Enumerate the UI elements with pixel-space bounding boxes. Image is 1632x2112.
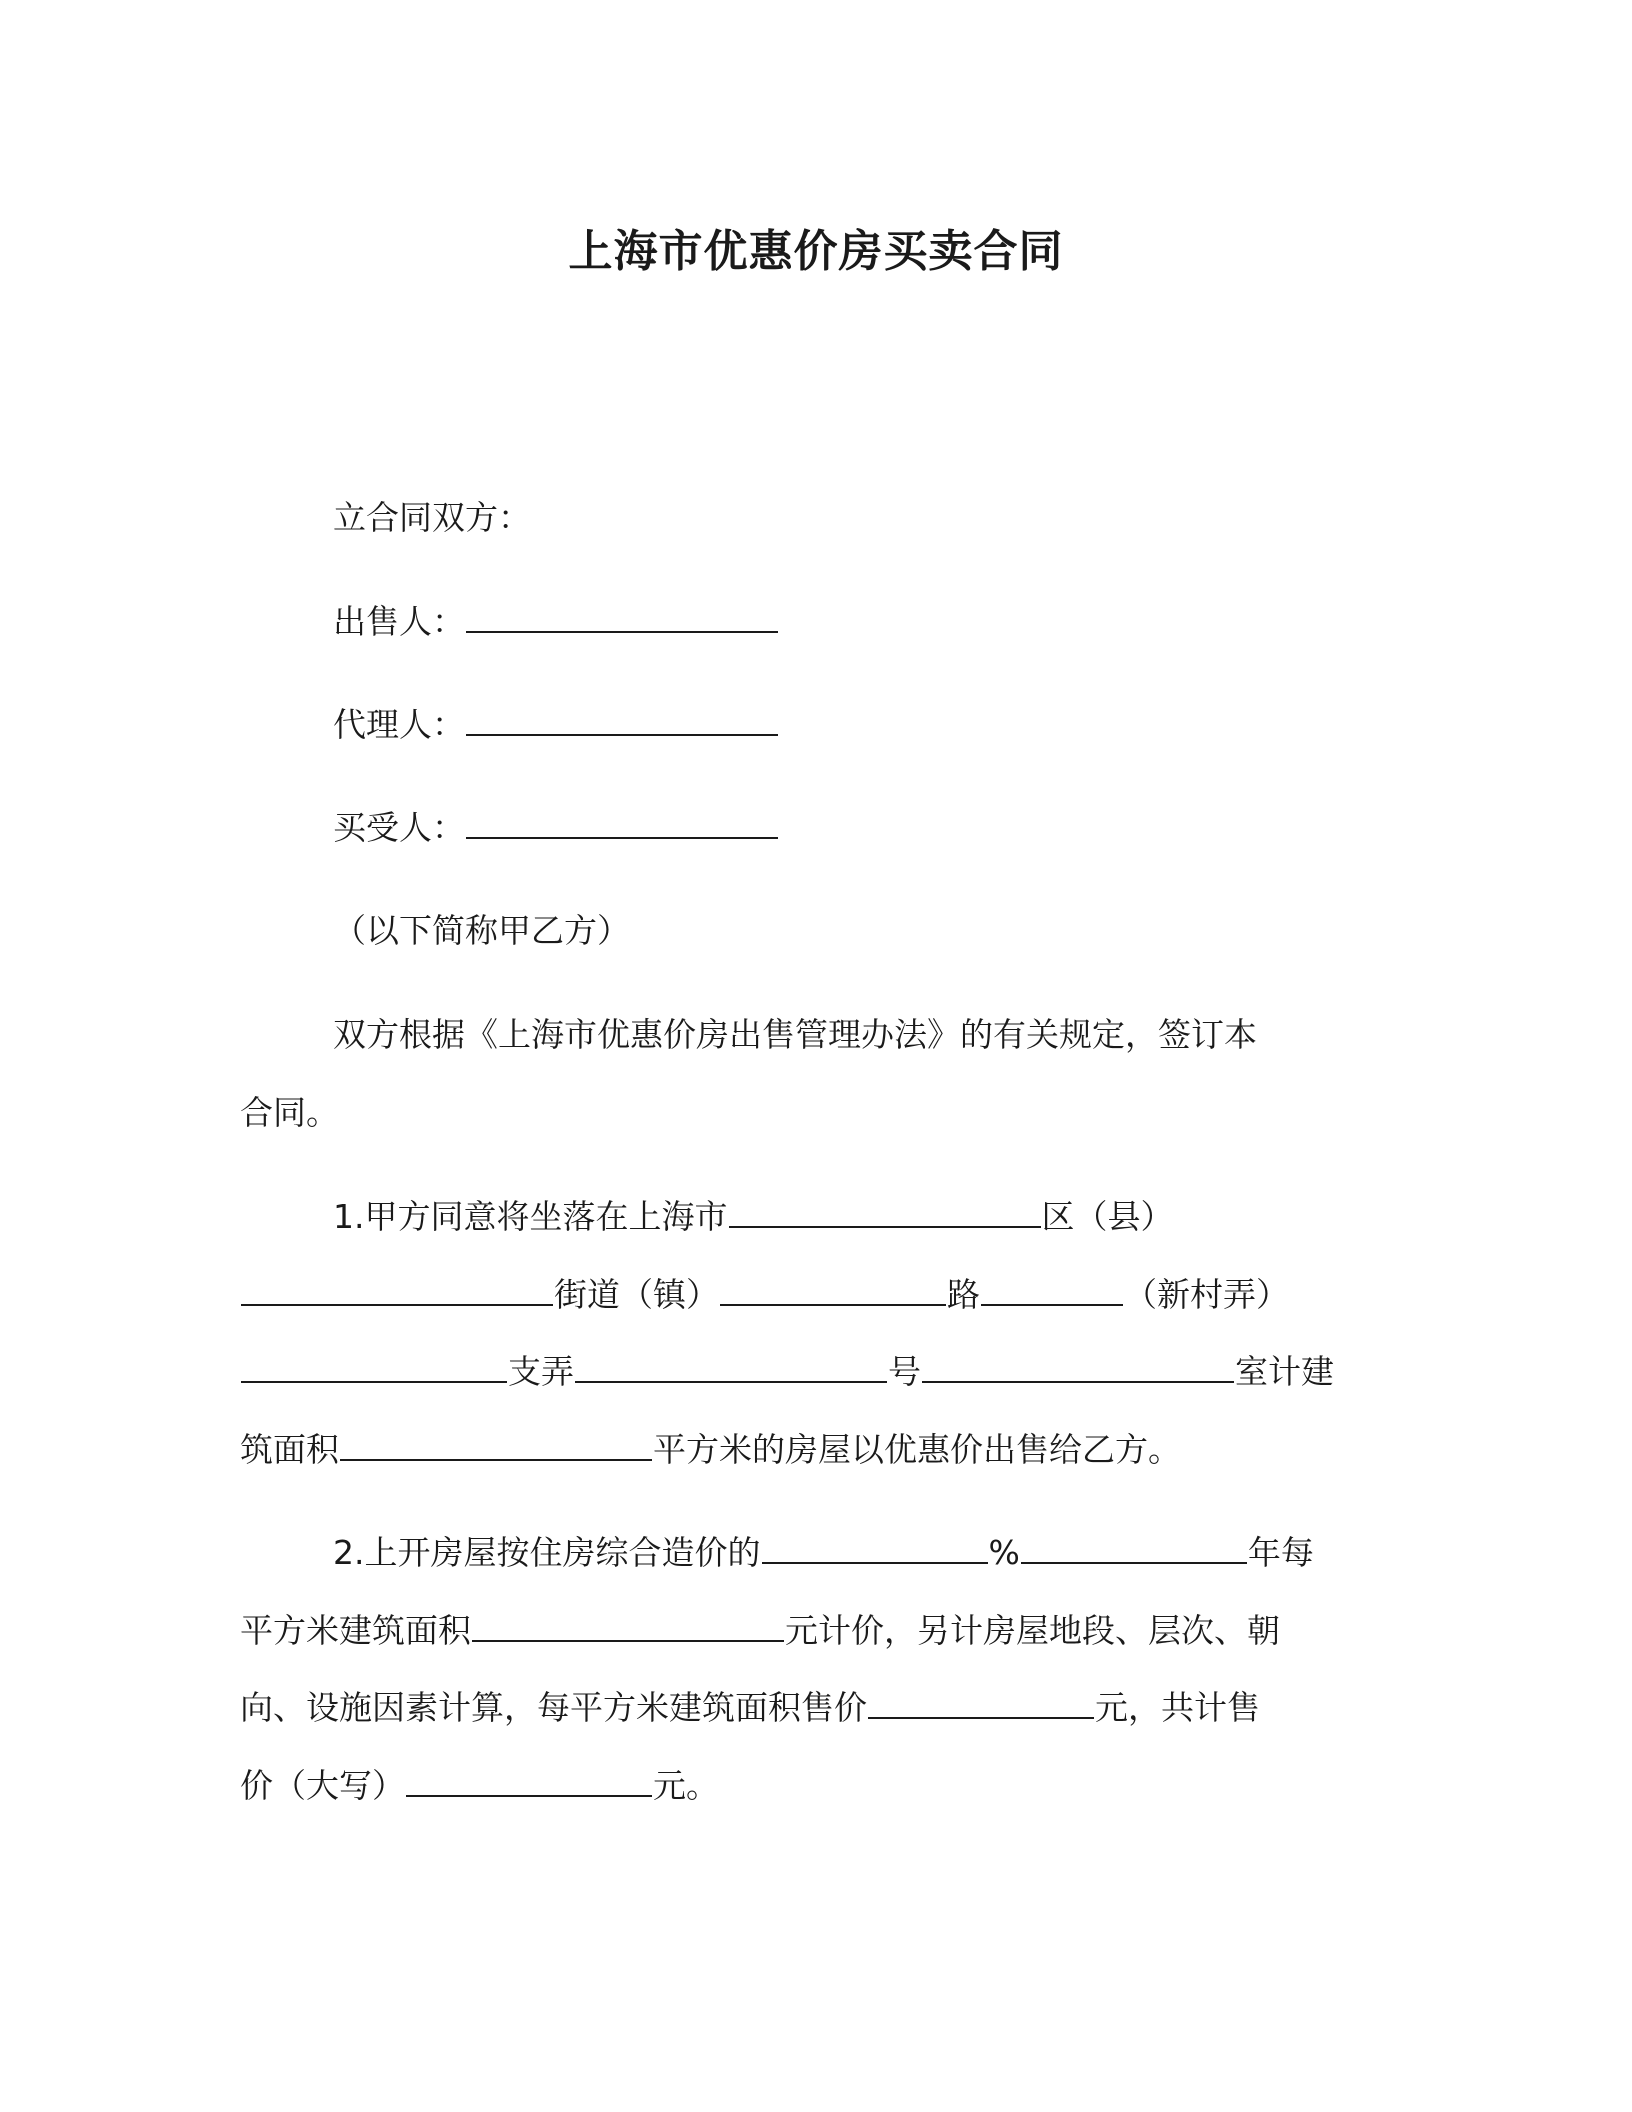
floor-area-blank[interactable] xyxy=(340,1429,652,1461)
clause1-area-suffix: 平方米的房屋以优惠价出售给乙方。 xyxy=(653,1430,1181,1469)
clause1-village: （新村弄） xyxy=(1124,1275,1289,1314)
agent-label: 代理人： xyxy=(333,705,465,744)
clause2-line-4 xyxy=(240,1761,719,1811)
room-number-blank[interactable] xyxy=(922,1351,1234,1383)
clause1-number: 号 xyxy=(888,1352,921,1391)
unit-price-blank[interactable] xyxy=(472,1610,784,1642)
clause1-lane: 支弄 xyxy=(508,1352,574,1391)
district-blank[interactable] xyxy=(729,1196,1041,1228)
clause2-prefix: 2.上开房屋按住房综合造价的 xyxy=(333,1533,761,1572)
clause1-line-2 xyxy=(240,1270,1289,1320)
seller-blank[interactable] xyxy=(466,601,778,633)
seller-label: 出售人： xyxy=(333,602,465,641)
village-name-blank[interactable] xyxy=(981,1274,1123,1306)
clause1-line-3 xyxy=(240,1347,1334,1397)
percent-blank[interactable] xyxy=(762,1532,988,1564)
clause1-street: 街道（镇） xyxy=(554,1275,719,1314)
clause1-room: 室计建 xyxy=(1235,1352,1334,1391)
year-blank[interactable] xyxy=(1021,1532,1247,1564)
preamble-line-2: 合同。 xyxy=(240,1093,339,1132)
clause2-line2-prefix: 平方米建筑面积 xyxy=(240,1611,471,1650)
buyer-blank[interactable] xyxy=(466,807,778,839)
preamble-line-1: 双方根据《上海市优惠价房出售管理办法》的有关规定，签订本 xyxy=(333,1015,1257,1054)
clause1-line-4 xyxy=(240,1425,1181,1475)
clause1-line-1 xyxy=(333,1192,1174,1242)
house-number-blank[interactable] xyxy=(575,1351,887,1383)
clause1-district: 区（县） xyxy=(1041,1197,1174,1236)
document-title: 上海市优惠价房买卖合同 xyxy=(568,226,1064,277)
clause2-year-each: 年每 xyxy=(1247,1533,1314,1572)
buyer-line xyxy=(333,803,779,853)
clause2-line-2 xyxy=(240,1606,1280,1656)
buyer-label: 买受人： xyxy=(333,808,465,847)
clause2-line4-suffix: 元。 xyxy=(653,1766,719,1805)
road-name-blank[interactable] xyxy=(720,1274,946,1306)
seller-line xyxy=(333,597,779,647)
lane-number-blank[interactable] xyxy=(241,1351,507,1383)
clause2-line-3 xyxy=(240,1683,1260,1733)
clause1-road: 路 xyxy=(947,1275,980,1314)
clause1-prefix: 1.甲方同意将坐落在上海市 xyxy=(333,1197,728,1236)
clause2-percent: % xyxy=(988,1533,1020,1572)
clause1-area-prefix: 筑面积 xyxy=(240,1430,339,1469)
agent-blank[interactable] xyxy=(466,704,778,736)
clause2-line4-prefix: 价（大写） xyxy=(240,1766,405,1805)
abbreviation-note: （以下简称甲乙方） xyxy=(333,911,630,950)
parties-heading: 立合同双方： xyxy=(333,498,531,537)
total-price-uppercase-blank[interactable] xyxy=(406,1765,652,1797)
clause2-line3-prefix: 向、设施因素计算，每平方米建筑面积售价 xyxy=(240,1688,867,1727)
sale-price-per-sqm-blank[interactable] xyxy=(868,1687,1094,1719)
clause2-line3-suffix: 元，共计售 xyxy=(1095,1688,1260,1727)
clause2-line2-suffix: 元计价，另计房屋地段、层次、朝 xyxy=(785,1611,1280,1650)
street-name-blank[interactable] xyxy=(241,1274,553,1306)
agent-line xyxy=(333,700,779,750)
clause2-line-1 xyxy=(333,1528,1314,1578)
